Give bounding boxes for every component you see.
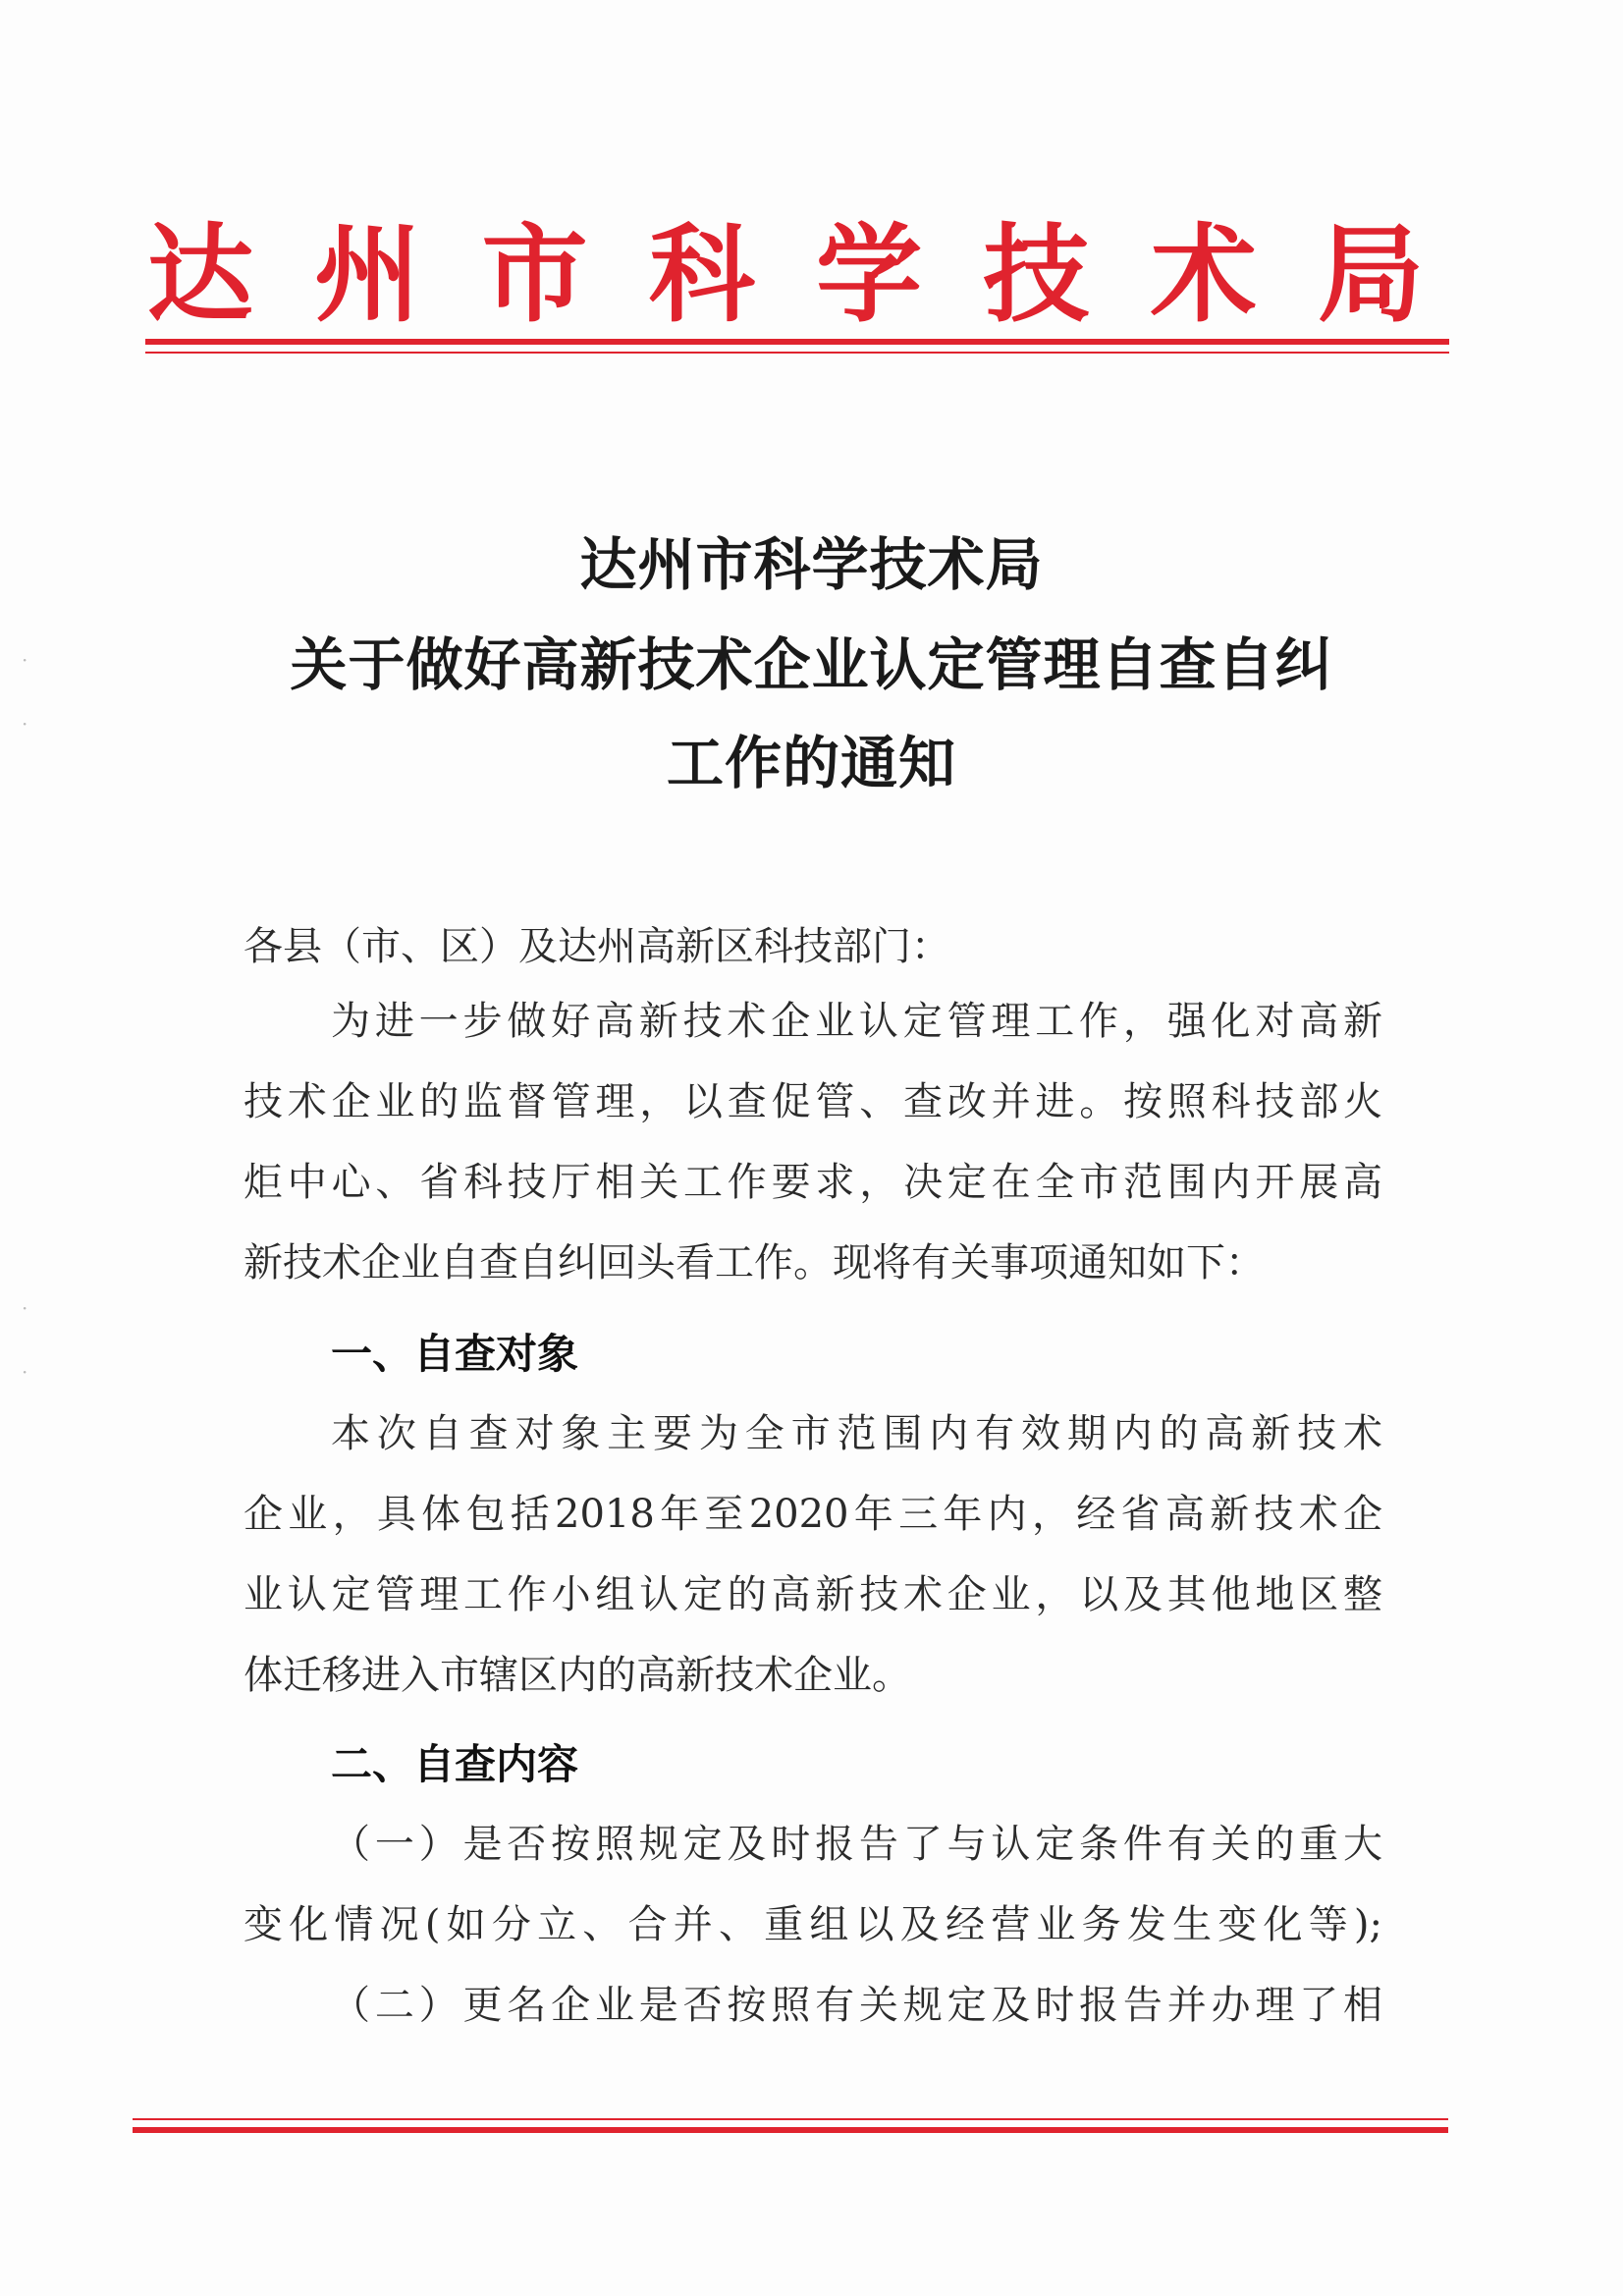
letterhead-rule-thick [145, 339, 1449, 345]
section2-item1-line: 变化情况(如分立、合并、重组以及经营业务发生变化等); [243, 1902, 1382, 1947]
footer-rule-thick [133, 2127, 1448, 2133]
scan-mark: · [22, 648, 28, 672]
section1-line: 业认定管理工作小组认定的高新技术企业，以及其他地区整 [243, 1572, 1382, 1617]
intro-line: 技术企业的监督管理，以查促管、查改并进。按照科技部火 [243, 1079, 1382, 1124]
intro-line: 炬中心、省科技厅相关工作要求，决定在全市范围内开展高 [243, 1160, 1382, 1205]
letterhead-char: 州 [314, 212, 421, 337]
intro-line: 新技术企业自查自纠回头看工作。现将有关事项通知如下： [243, 1240, 1265, 1285]
section1-line: 企业，具体包括2018年至2020年三年内，经省高新技术企 [243, 1492, 1382, 1537]
footer-rule-thin [133, 2118, 1448, 2120]
letterhead-char: 学 [816, 212, 923, 337]
letterhead-rule-thin [145, 352, 1449, 354]
letterhead-char: 市 [481, 212, 588, 337]
letterhead-char: 术 [1150, 212, 1257, 337]
greeting: 各县（市、区）及达州高新区科技部门： [243, 924, 950, 969]
letterhead-char: 达 [147, 212, 254, 337]
doc-title-line3: 工作的通知 [666, 730, 956, 796]
letterhead-char: 局 [1317, 212, 1424, 337]
section1-line: 本次自查对象主要为全市范围内有效期内的高新技术 [331, 1411, 1382, 1456]
letterhead-title [147, 201, 1424, 337]
doc-title-line1: 达州市科学技术局 [579, 531, 1044, 598]
letterhead-char: 科 [648, 212, 755, 337]
intro-line: 为进一步做好高新技术企业认定管理工作，强化对高新 [331, 999, 1382, 1044]
section2-item2-line: （二）更名企业是否按照有关规定及时报告并办理了相 [331, 1983, 1382, 2028]
scan-mark: · [22, 712, 28, 736]
scan-mark: · [22, 1296, 28, 1320]
section2-heading: 二、自查内容 [331, 1740, 579, 1788]
section1-heading: 一、自查对象 [331, 1330, 579, 1378]
letterhead-char: 技 [983, 212, 1090, 337]
doc-title-line2: 关于做好高新技术企业认定管理自查自纠 [290, 631, 1333, 698]
section1-line: 体迁移进入市辖区内的高新技术企业。 [243, 1653, 911, 1698]
scan-mark: · [22, 1360, 28, 1384]
section2-item1-line: （一）是否按照规定及时报告了与认定条件有关的重大 [331, 1822, 1382, 1867]
